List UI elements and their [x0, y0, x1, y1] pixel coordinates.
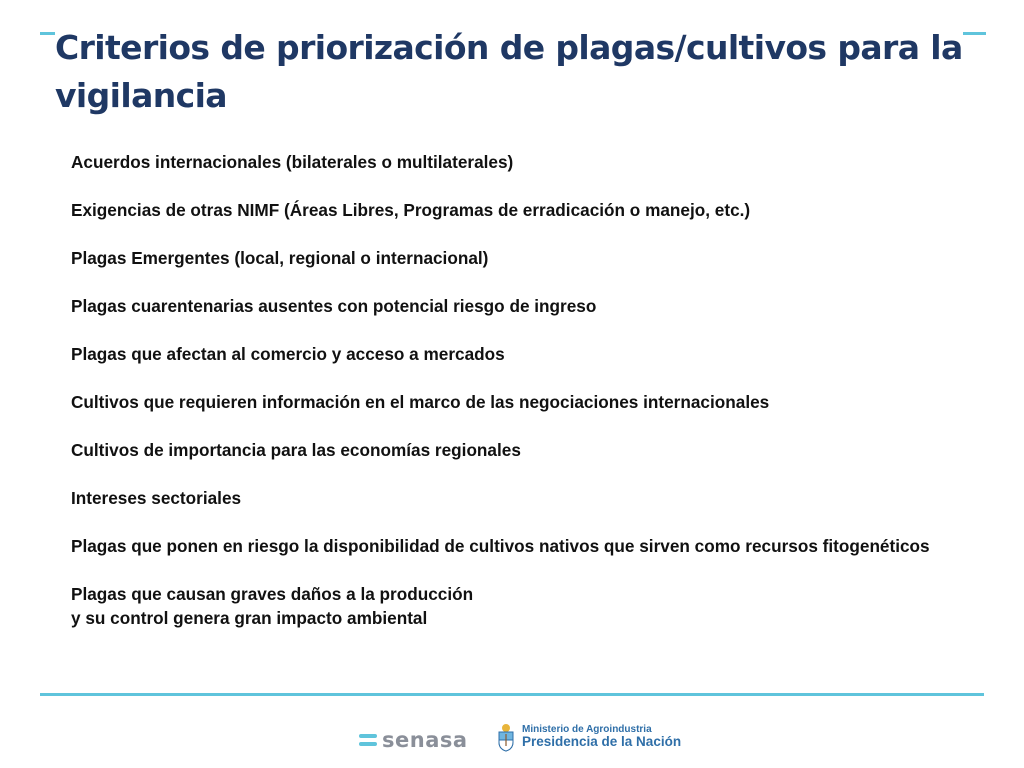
presidency-label: Presidencia de la Nación	[522, 734, 682, 750]
criteria-item: Plagas Emergentes (local, regional o internacional)	[71, 248, 489, 268]
criteria-item: Plagas que afectan al comercio y acceso a mercados	[71, 344, 505, 364]
government-logo	[496, 722, 681, 752]
footer	[0, 712, 1024, 768]
criteria-item: Cultivos que requieren información en el marco de las negociaciones internacionales	[71, 392, 770, 412]
criteria-item: Exigencias de otras NIMF (Áreas Libres, Programas de erradicación o manejo, etc.)	[71, 200, 751, 220]
argentina-coat-of-arms-icon	[496, 722, 516, 752]
senasa-logo-mark-icon	[358, 730, 378, 750]
criteria-item: Acuerdos internacionales (bilaterales o multilaterales)	[71, 152, 514, 172]
senasa-logo	[358, 728, 468, 752]
ministry-label: Ministerio de Agroindustria	[522, 724, 652, 736]
criteria-item: Cultivos de importancia para las economías regionales	[71, 440, 521, 460]
bottom-divider	[40, 693, 984, 696]
criteria-item: Plagas cuarentenarias ausentes con potencial riesgo de ingreso	[71, 296, 597, 316]
slide-title	[55, 24, 975, 120]
criteria-item: Plagas que causan graves daños a la producción y su control genera gran impacto ambiental	[71, 584, 474, 628]
criteria-list	[71, 150, 971, 654]
criteria-item: Intereses sectoriales	[71, 488, 242, 508]
senasa-logo-text: senasa	[382, 728, 468, 752]
slide-title-text: Criterios de priorización de plagas/cultivos para la vigilancia	[55, 28, 963, 115]
criteria-item: Plagas que ponen en riesgo la disponibilidad de cultivos nativos que sirven como recursos fitogenéticos	[71, 536, 930, 556]
